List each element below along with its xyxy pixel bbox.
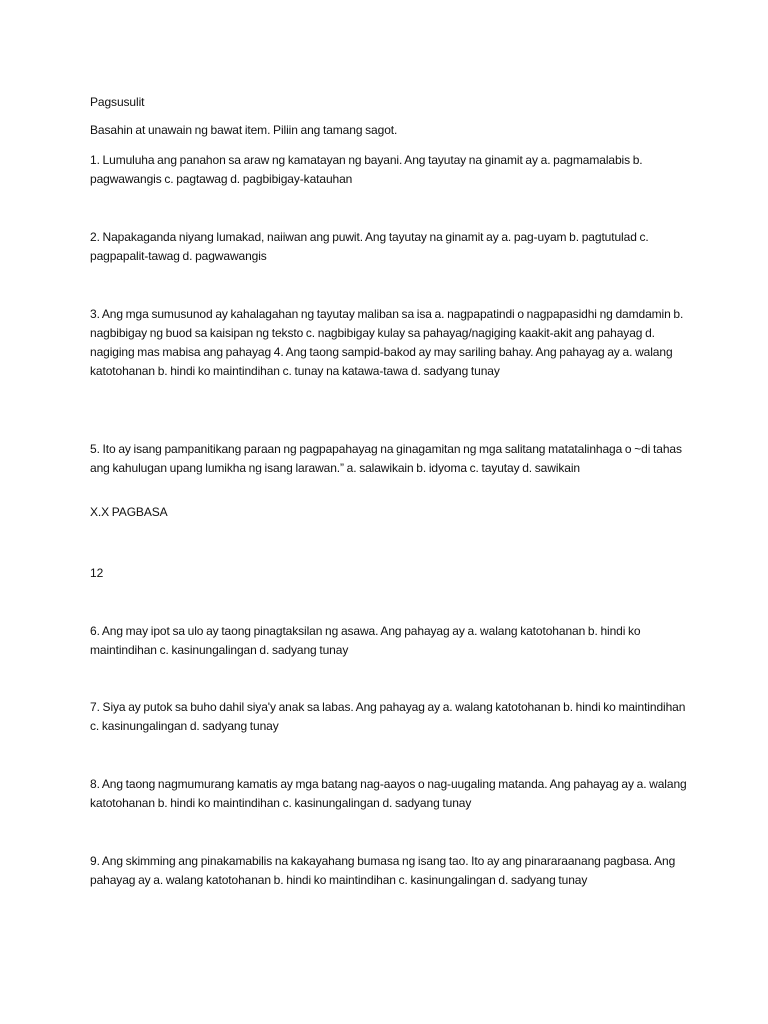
question-9: 9. Ang skimming ang pinakamabilis na kakayahang bumasa ng isang tao. Ito ay ang pinararaanang pagbasa. Ang pahayag ay a. walang katotohanan b. hindi ko maintindihan c. kasinungalingan d. sadyang tunay (90, 854, 676, 887)
question-7: 7. Siya ay putok sa buho dahil siya'y anak sa labas. Ang pahayag ay a. walang katotohanan b. hindi ko maintindihan c. kasinungalingan d. sadyang tunay (90, 700, 686, 733)
section-heading: X.X PAGBASA (90, 505, 168, 519)
question-1: 1. Lumuluha ang panahon sa araw ng kamatayan ng bayani. Ang tayutay na ginamit ay a. pagmamalabis b. pagwawangis c. pagtawag d. pagbibigay-katauhan (90, 153, 643, 186)
question-3-and-4: 3. Ang mga sumusunod ay kahalagahan ng tayutay maliban sa isa a. nagpapatindi o nagpapasidhi ng damdamin b. nagbibigay ng buod sa kaisipan ng teksto c. nagbibigay kulay sa pahayag/nagiging kaakit-akit ang pahayag d. nagiging mas mabisa ang pahayag 4. Ang taong sampid-bakod ay may sariling bahay. Ang pahayag ay a. walang katotohanan b. hindi ko maintindihan c. tunay na katawa-tawa d. sadyang tunay (90, 307, 684, 378)
question-6: 6. Ang may ipot sa ulo ay taong pinagtaksilan ng asawa. Ang pahayag ay a. walang katotohanan b. hindi ko maintindihan c. kasinungalingan d. sadyang tunay (90, 624, 641, 657)
question-8: 8. Ang taong nagmumurang kamatis ay mga batang nag-aayos o nag-uugaling matanda. Ang pahayag ay a. walang katotohanan b. hindi ko maintindihan c. kasinungalingan d. sadyang tunay (90, 777, 687, 810)
instructions-text: Basahin at unawain ng bawat item. Piliin ang tamang sagot. (90, 123, 398, 137)
question-2: 2. Napakaganda niyang lumakad, naiiwan ang puwit. Ang tayutay na ginamit ay a. pag-uyam b. pagtutulad c. pagpapalit-tawag d. pagwawangis (90, 230, 649, 263)
question-5: 5. Ito ay isang pampanitikang paraan ng pagpapahayag na ginagamitan ng mga salitang matatalinhaga o ~di tahas ang kahulugan upang lumikha ng isang larawan.” a. salawikain b. idyoma c. tayutay d. sawikain (90, 442, 682, 475)
document-title: Pagsusulit (90, 95, 145, 109)
item-count-number: 12 (90, 566, 104, 580)
